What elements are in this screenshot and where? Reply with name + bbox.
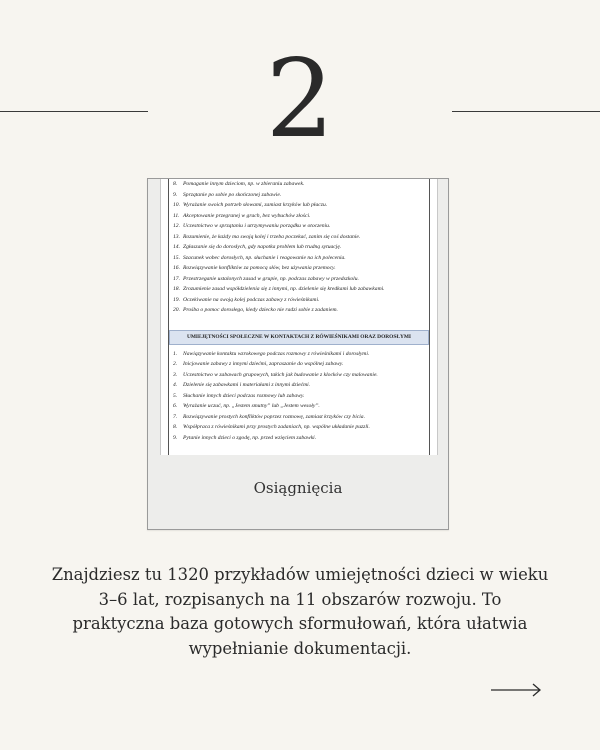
- item-number: 3.: [173, 371, 178, 378]
- item-text: Oczekiwanie na swoją kolej podczas zabawy z rówieśnikami.: [183, 296, 320, 303]
- list-item: [161, 295, 437, 306]
- item-text: Dzielenie się zabawkami i materiałami z innymi dziećmi.: [183, 382, 311, 388]
- item-text: Wyrażanie uczuć, np. „Jestem smutny” lub „Jestem wesoły”.: [183, 403, 320, 409]
- item-text: Rozumienie, że każdy ma swoją kolej i trzeba poczekać, zanim się coś dostanie.: [183, 233, 361, 240]
- item-text: Zgłaszanie się do dorosłych, gdy napotka problem lub trudną sytuację.: [183, 244, 342, 250]
- item-text: Uczestnictwo w sprzątaniu i utrzymywaniu porządku w otoczeniu.: [183, 223, 331, 229]
- item-number: 12.: [173, 223, 180, 229]
- skills-list-continued: [161, 179, 437, 316]
- list-item: [161, 221, 437, 232]
- item-text: Zrozumienie zasad współdzielenia się z innymi, np. dzielenie się kredkami lub zabawkami.: [183, 286, 385, 292]
- card-caption: Osiągnięcia: [253, 479, 343, 497]
- list-item: [161, 305, 437, 316]
- item-number: 5.: [173, 392, 178, 399]
- page-border-left: [168, 179, 169, 455]
- item-text: Szacunek wobec dorosłych, np. słuchanie i reagowanie na ich polecenia.: [183, 254, 346, 261]
- item-number: 20.: [173, 307, 180, 313]
- list-item: [161, 391, 437, 402]
- list-item: [161, 370, 437, 381]
- list-item: [161, 284, 437, 295]
- list-item: [161, 179, 437, 190]
- list-item: [161, 242, 437, 253]
- item-number: 14.: [173, 244, 180, 250]
- item-number: 4.: [173, 382, 178, 388]
- item-text: Pytanie innych dzieci o zgodę, np. przed wzięciem zabawki.: [183, 434, 317, 441]
- list-item: [161, 200, 437, 211]
- item-number: 8.: [173, 424, 178, 430]
- item-text: Inicjowanie zabawy z innymi dziećmi, zapraszanie do wspólnej zabawy.: [183, 361, 344, 367]
- list-item: [161, 253, 437, 264]
- item-text: Rozwiązywanie prostych konfliktów poprzez rozmowę, zamiast krzyków czy bicia.: [183, 413, 365, 420]
- description-line: 3–6 lat, rozpisanych na 11 obszarów rozwoju. To: [98, 589, 502, 609]
- item-number: 6.: [173, 403, 178, 409]
- list-item: [161, 422, 437, 433]
- item-number: 8.: [173, 181, 178, 187]
- section-heading: UMIEJĘTNOŚCI SPOŁECZNE W KONTAKTACH Z RÓWIEŚNIKAMI ORAZ DOROSŁYMI: [169, 330, 429, 345]
- item-number: 16.: [173, 265, 180, 271]
- item-text: Akceptowanie przegranej w grach, bez wybuchów złości.: [183, 212, 311, 219]
- item-number: 10.: [173, 202, 180, 208]
- item-text: Słuchanie innych dzieci podczas rozmowy lub zabawy.: [183, 392, 305, 399]
- document-preview-card: [147, 178, 449, 530]
- item-text: Współpraca z rówieśnikami przy prostych zadaniach, np. wspólne układanie puzzli.: [183, 424, 370, 430]
- arrow-right-icon[interactable]: [490, 682, 542, 698]
- list-item: [161, 401, 437, 412]
- list-item: [161, 412, 437, 423]
- slide-number: 2: [265, 37, 335, 162]
- item-number: 11.: [173, 212, 180, 219]
- list-item: [161, 433, 437, 444]
- description-text: [50, 563, 550, 661]
- item-number: 13.: [173, 233, 180, 240]
- item-number: 7.: [173, 413, 178, 420]
- list-item: [161, 263, 437, 274]
- item-text: Pomaganie innym dzieciom, np. w zbieraniu zabawek.: [183, 181, 305, 187]
- item-text: Sprzątanie po sobie po skończonej zabawie.: [183, 191, 282, 198]
- item-number: 17.: [173, 275, 180, 282]
- item-number: 18.: [173, 286, 180, 292]
- item-number: 9.: [173, 191, 178, 198]
- item-number: 19.: [173, 296, 180, 303]
- item-text: Prośba o pomoc dorosłego, kiedy dziecko nie radzi sobie z zadaniem.: [183, 307, 338, 313]
- item-text: Nawiązywanie kontaktu wzrokowego podczas rozmowy z rówieśnikami i dorosłymi.: [183, 350, 370, 357]
- item-text: Uczestnictwo w zabawach grupowych, takich jak budowanie z klocków czy malowanie.: [183, 371, 378, 378]
- page-border-right: [429, 179, 430, 455]
- list-item: [161, 359, 437, 370]
- document-page: [160, 179, 438, 455]
- list-item: [161, 190, 437, 201]
- description-line: wypełnianie dokumentacji.: [188, 638, 412, 658]
- list-item: [161, 232, 437, 243]
- item-number: 9.: [173, 434, 178, 441]
- item-text: Rozwiązywanie konfliktów za pomocą słów, bez używania przemocy.: [183, 265, 336, 271]
- social-skills-list: [161, 349, 437, 444]
- item-text: Wyrażanie swoich potrzeb słowami, zamiast krzyków lub płaczu.: [183, 202, 328, 208]
- item-number: 2.: [173, 361, 178, 367]
- description-line: praktyczna baza gotowych sformułowań, która ułatwia: [72, 614, 528, 633]
- item-number: 15.: [173, 254, 180, 261]
- item-number: 1.: [173, 350, 178, 357]
- list-item: [161, 349, 437, 360]
- list-item: [161, 380, 437, 391]
- description-line: Znajdziesz tu 1320 przykładów umiejętności dzieci w wieku: [51, 565, 549, 584]
- list-item: [161, 211, 437, 222]
- list-item: [161, 274, 437, 285]
- item-text: Przestrzeganie ustalonych zasad w grupie, np. podczas zabawy w przedszkolu.: [183, 275, 359, 282]
